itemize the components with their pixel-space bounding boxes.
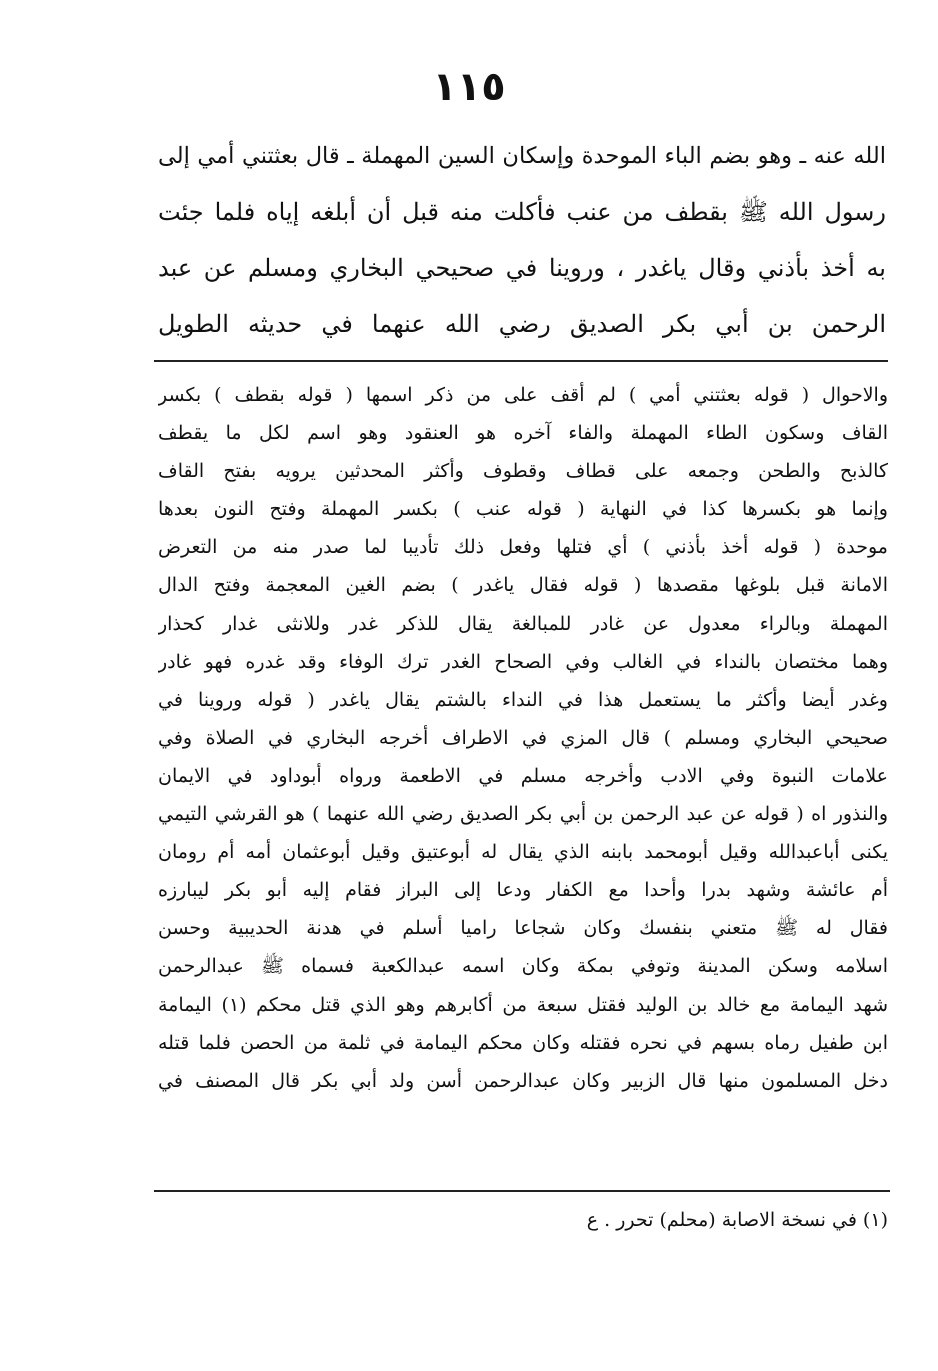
commentary-line: المهملة وبالراء معدول عن غادر للمبالغة يقال للذكر غدر وللانثى غدار كحذار xyxy=(158,612,888,635)
main-text xyxy=(158,128,886,352)
commentary-line: موحدة ( قوله أخذ بأذني ) أي فتلها وفعل ذلك تأديبا لما صدر منه من التعرض xyxy=(158,536,888,559)
commentary-line: الامانة قبل بلوغها مقصدها ( قوله فقال ياغدر ) بضم الغين المعجمة وفتح الدال xyxy=(158,574,888,597)
commentary-line: وغدر أيضا وأكثر ما يستعمل هذا في النداء بالشتم يقال ياغدر ( قوله وروينا في xyxy=(158,688,888,711)
footnote: (١) في نسخة الاصابة (محلم) تحرر . ع xyxy=(586,1209,888,1231)
commentary-line: صحيحي البخاري ومسلم ) قال المزي في الاطراف أخرجه البخاري في الصلاة وفي xyxy=(158,726,888,749)
main-text-line: الرحمن بن أبي بكر الصديق رضي الله عنهما في حديثه الطويل xyxy=(158,310,886,338)
commentary-line: أم عائشة وشهد بدرا وأحدا مع الكفار ودعا إلى البراز فقام إليه أبو بكر ليبارزه xyxy=(158,879,888,902)
main-text-line: به أخذ بأذني وقال ياغدر ، وروينا في صحيحي البخاري ومسلم عن عبد xyxy=(158,254,886,282)
commentary-text xyxy=(158,376,888,1100)
main-text-line: الله عنه ـ وهو بضم الباء الموحدة وإسكان السين المهملة ـ قال بعثتني أمي إلى xyxy=(158,143,886,169)
commentary-line: يكنى أباعبدالله وقيل أبومحمد بابنه الذي يقال له أبوعتيق وقيل أبوعثمان أمه أم رومان xyxy=(158,841,888,864)
divider-rule-bottom xyxy=(154,1190,890,1192)
main-text-line: رسول الله ﷺ بقطف من عنب فأكلت منه قبل أن أبلغه إياه فلما جئت xyxy=(158,198,886,226)
commentary-line: شهد اليمامة مع خالد بن الوليد فقتل سبعة من أكابرهم وهو الذي قتل محكم (١) اليمامة xyxy=(158,993,888,1016)
page-number: ١١٥ xyxy=(432,64,506,110)
commentary-line: وإنما هو بكسرها كذا في النهاية ( قوله عنب ) بكسر المهملة وفتح النون بعدها xyxy=(158,498,888,521)
commentary-line: دخل المسلمون منها قال الزبير وكان عبدالرحمن أسن ولد أبي بكر قال المصنف في xyxy=(158,1069,888,1092)
commentary-line: فقال له ﷺ متعني بنفسك وكان شجاعا راميا أسلم في هدنة الحديبية وحسن xyxy=(158,917,888,940)
commentary-line: اسلامه وسكن المدينة وتوفي بمكة وكان اسمه عبدالكعبة فسماه ﷺ عبدالرحمن xyxy=(158,955,888,978)
commentary-line: والاحوال ( قوله بعثتني أمي ) لم أقف على من ذكر اسمها ( قوله بقطف ) بكسر xyxy=(158,384,888,406)
commentary-line: وهما مختصان بالنداء في الغالب وفي الصحاح الغدر ترك الوفاء وقد غدره فهو غادر xyxy=(158,650,888,673)
commentary-line: كالذبح والطحن وجمعه على قطاف وقطوف وأكثر المحدثين يرويه بفتح القاف xyxy=(158,460,888,483)
commentary-line: القاف وسكون الطاء المهملة والفاء آخره هو العنقود وهو اسم لكل ما يقطف xyxy=(158,422,888,445)
commentary-line: والنذور اه ( قوله عن عبد الرحمن بن أبي بكر الصديق رضي الله عنهما ) هو القرشي التيمي xyxy=(158,803,888,826)
divider-rule-top xyxy=(154,360,888,362)
commentary-line: علامات النبوة وفي الادب وأخرجه مسلم في الاطعمة ورواه أبوداود في الايمان xyxy=(158,764,888,787)
commentary-line: ابن طفيل رماه بسهم في نحره فقتله وكان محكم اليمامة في ثلمة من الحصن فلما قتله xyxy=(158,1031,888,1054)
